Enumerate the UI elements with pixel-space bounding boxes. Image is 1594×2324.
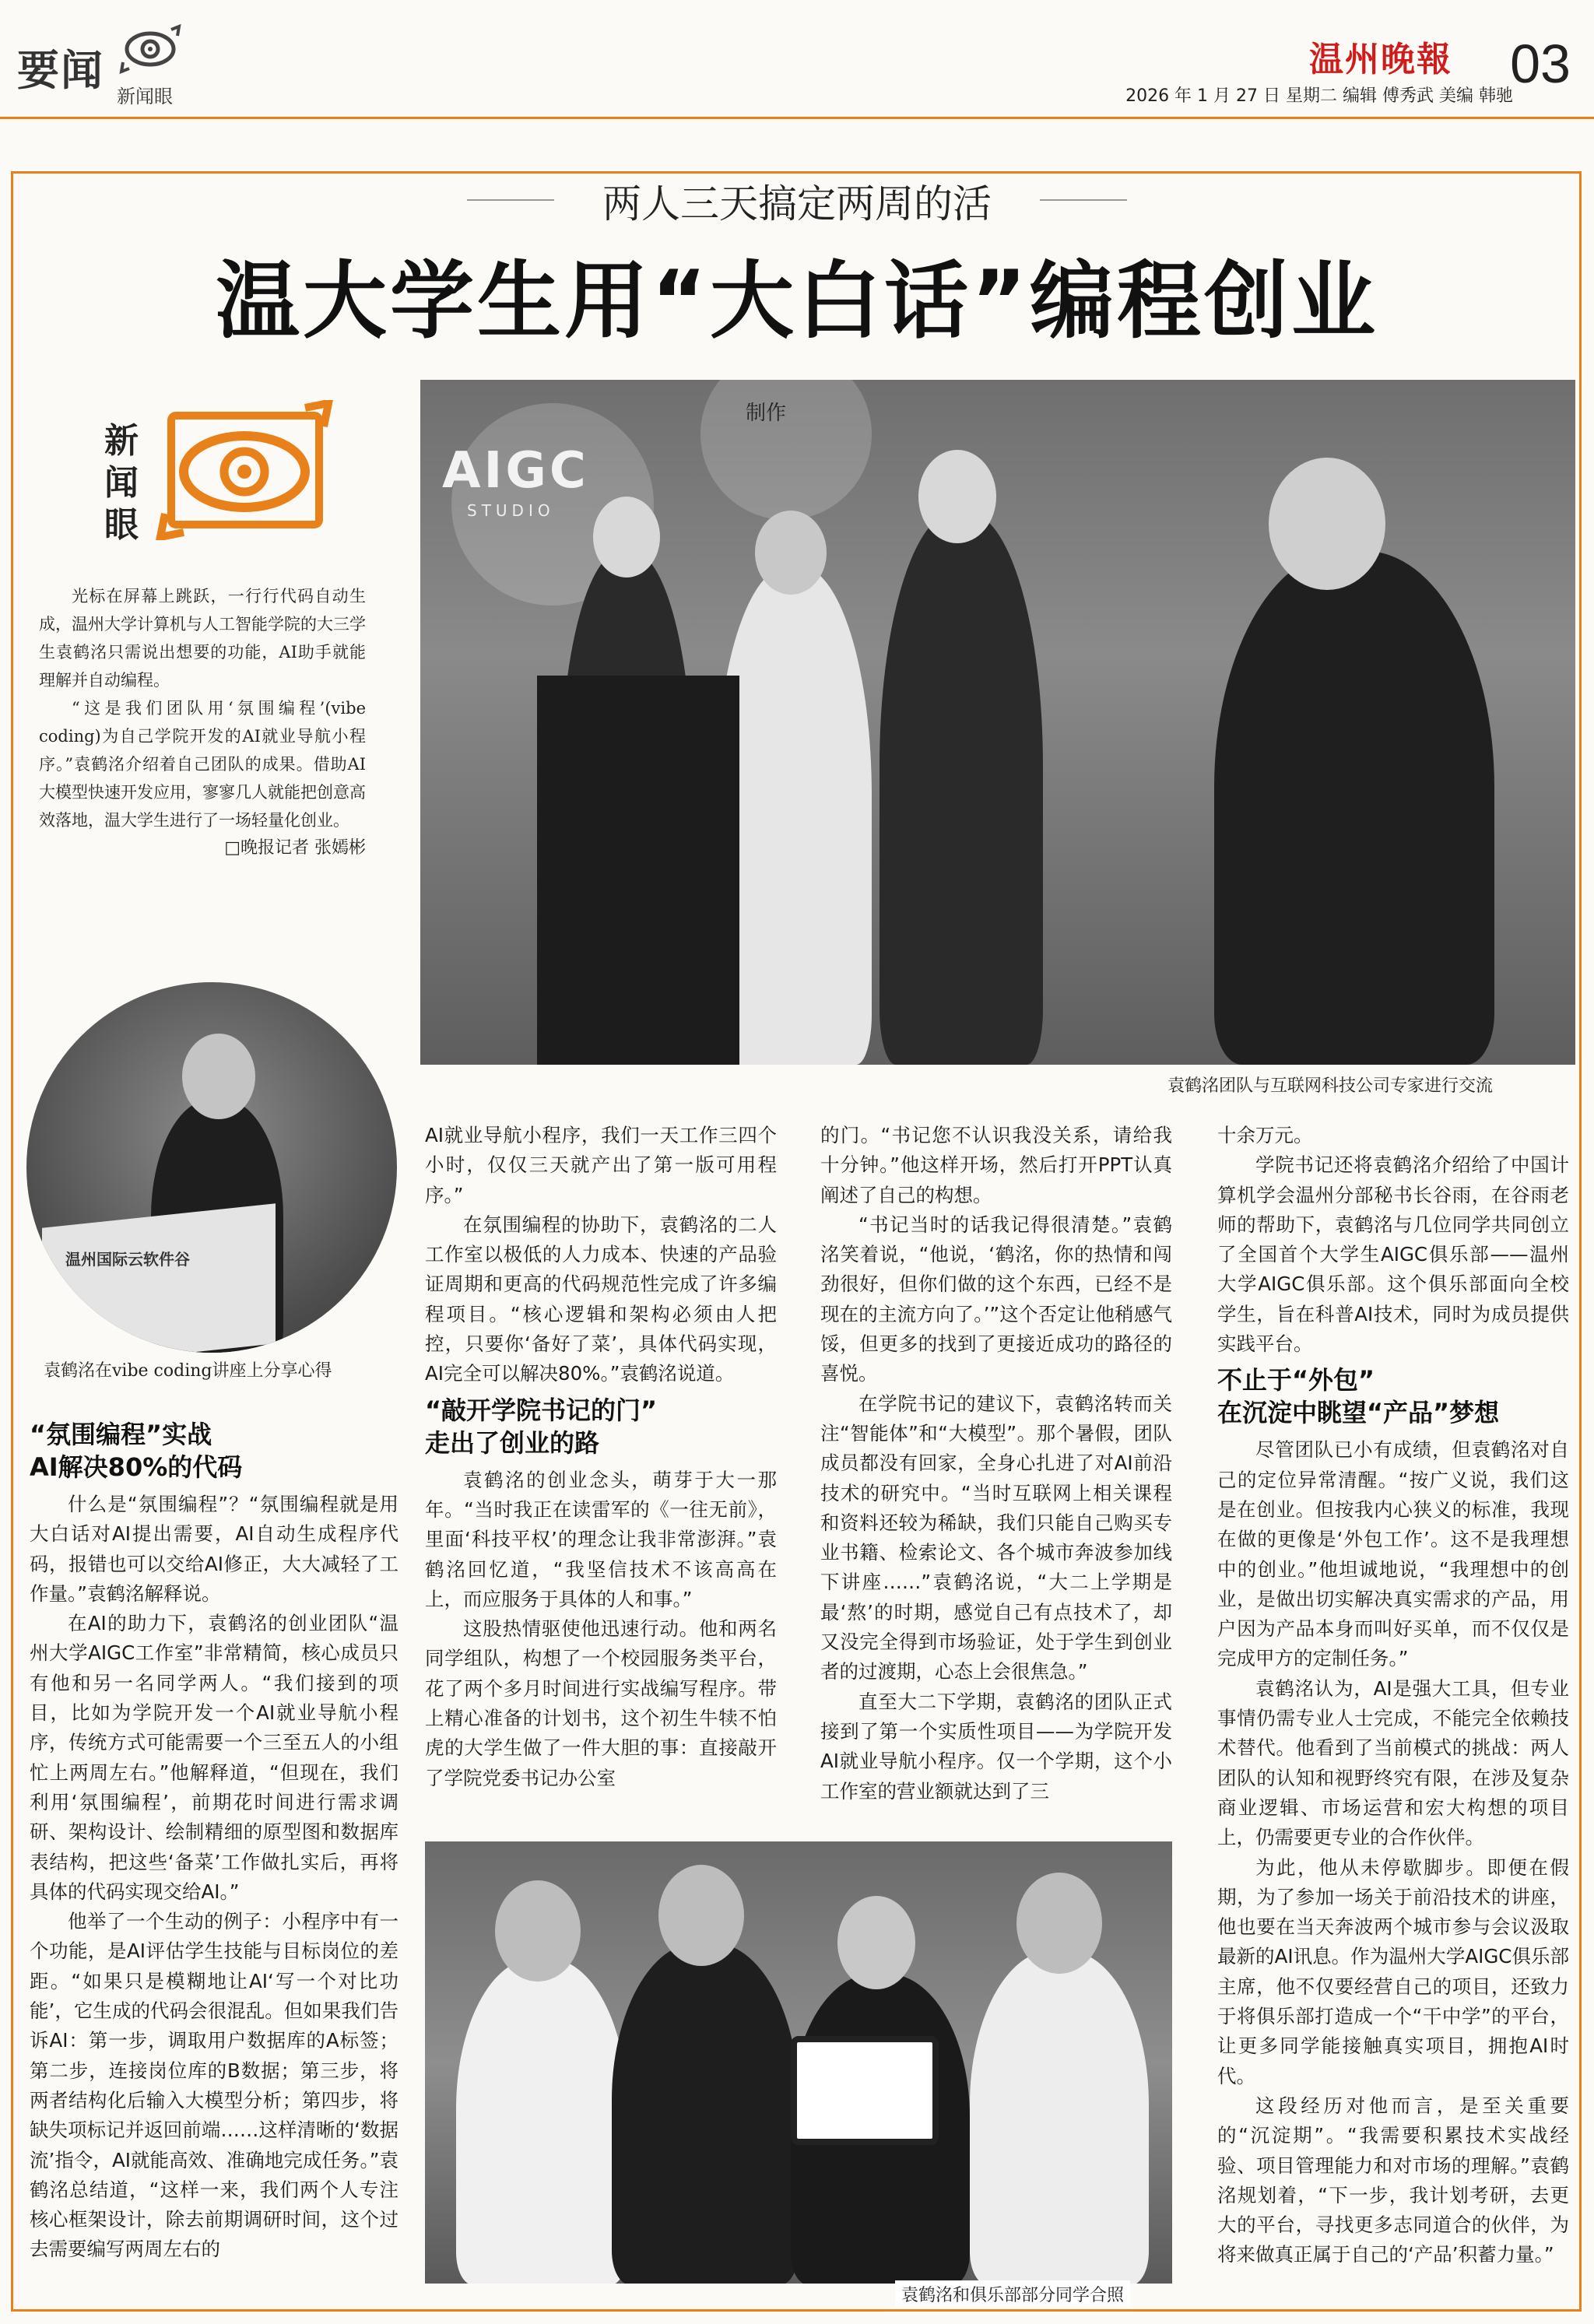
section-sub-label: 新闻眼 bbox=[117, 86, 173, 107]
logo-char: 新 bbox=[104, 421, 139, 461]
club-group-photo bbox=[425, 1841, 1172, 2284]
body-paragraph: 学院书记还将袁鹤洺介绍给了中国计算机学会温州分部秘书长谷雨，在谷雨老师的帮助下，袁鹤洺与几位同学共同创立了全国首个大学生AIGC俱乐部——温州大学AIGC俱乐部。这个俱乐部面向全校学生，旨在科普AI技术，同时为成员提供实践平台。 bbox=[1217, 1153, 1569, 1356]
masthead-rule bbox=[0, 117, 1594, 119]
body-paragraph: AI就业导航小程序，我们一天工作三四个小时，仅仅三天就产出了第一版可用程序。” bbox=[425, 1124, 777, 1206]
byline: □晚报记者 张嫣彬 bbox=[224, 838, 366, 858]
logo-char: 闻 bbox=[104, 463, 139, 503]
dateline: 2026 年 1 月 27 日 星期二 编辑 傅秀武 美编 韩驰 bbox=[1125, 86, 1513, 106]
article-column-4 bbox=[1217, 1121, 1569, 2270]
article-kicker: 两人三天搞定两周的活 bbox=[602, 181, 992, 226]
body-paragraph: 在AI的助力下，袁鹤洺的创业团队“温州大学AIGC工作室”非常精简，核心成员只有他和另一名同学两人。“我们接到的项目，比如为学院开发一个AI就业导航小程序，传统方式可能需要一个三至五人的小组忙上两周左右。”他解释道，“但现在，我们利用‘氛围编程’，前期花时间进行需求调研、架构设计、绘制精细的原型图和数据库表结构，把这些‘备菜’工作做扎实后，再将具体的代码实现交给AI。” bbox=[30, 1612, 398, 1903]
subheading-line: 在沉淀中眺望“产品”梦想 bbox=[1217, 1398, 1500, 1428]
studio-label: STUDIO bbox=[467, 501, 555, 520]
article-column-3 bbox=[820, 1121, 1172, 1806]
body-paragraph: 这股热情驱使他迅速行动。他和两名同学组队，构想了一个校园服务类平台，花了两个多月时间进行实战编写程序。带上精心准备的计划书，这个初生牛犊不怕虎的大学生做了一件大胆的事：直接敲开了学院党委书记办公室 bbox=[425, 1617, 777, 1789]
team-exchange-photo bbox=[420, 380, 1575, 1065]
article-intro bbox=[39, 582, 366, 862]
subheading-line: “氛围编程”实战 bbox=[30, 1420, 212, 1449]
newspaper-name: 温州晚報 bbox=[1309, 40, 1452, 79]
body-paragraph: 他举了一个生动的例子：小程序中有一个功能，是AI评估学生技能与目标岗位的差距。“如果只是模糊地让AI‘写一个对比功能’，它生成的代码会很混乱。但如果我们告诉AI：第一步，调取用户数据库的A标签；第二步，连接岗位库的B数据；第三步，将两者结构化后输入大模型分析；第四步，将缺失项标记并返回前端……这样清晰的‘数据流’指令，AI就能高效、准确地完成任务。”袁鹤洺总结道，“这样一来，我们两个人专注核心框架设计，除去前期调研时间，这个过去需要编写两周左右的 bbox=[30, 1910, 398, 2261]
subheading bbox=[1217, 1364, 1569, 1429]
column-logo-text bbox=[104, 420, 151, 546]
body-paragraph: 袁鹤洺认为，AI是强大工具，但专业事情仍需专业人士完成，不能完全依赖技术替代。他看到了当前模式的挑战：两人团队的认知和视野终究有限，在涉及复杂商业逻辑、市场运营和宏大构想的项目上，仍需要更专业的合作伙伴。 bbox=[1217, 1676, 1569, 1849]
body-paragraph: “书记当时的话我记得很清楚。”袁鹤洺笑着说，“他说，‘鹤洺，你的热情和闯劲很好，但你们做的这个东西，已经不是现在的主流方向了。’”这个否定让他稍感气馁，但更多的找到了更接近成功的路径的喜悦。 bbox=[820, 1213, 1172, 1385]
aigc-studio-logo: AIGC bbox=[442, 442, 589, 500]
subheading-line: AI解决80%的代码 bbox=[30, 1452, 243, 1482]
body-paragraph: 直至大二下学期，袁鹤洺的团队正式接到了第一个实质性项目——为学院开发AI就业导航小程序。仅一个学期，这个小工作室的营业额就达到了三 bbox=[820, 1690, 1172, 1803]
section-label: 要闻 bbox=[17, 45, 104, 95]
photo2-caption: 袁鹤洺和俱乐部部分同学合照 bbox=[895, 2280, 1130, 2308]
page-number: 03 bbox=[1510, 33, 1571, 94]
logo-char: 眼 bbox=[104, 505, 139, 545]
body-paragraph: 为此，他从未停歇脚步。即便在假期，为了参加一场关于前沿技术的讲座，他也要在当天奔波两个城市参与会议汲取最新的AI讯息。作为温州大学AIGC俱乐部主席，他不仅要经营自己的项目，还致力于将俱乐部打造成一个“干中学”的平台，让更多同学能接触真实项目，拥抱AI时代。 bbox=[1217, 1855, 1569, 2087]
body-paragraph: 尽管团队已小有成绩，但袁鹤洺对自己的定位异常清醒。“按广义说，我们这是在创业。但按我内心狭义的标准，我现在做的更像是‘外包工作’。这不是我理想中的创业。”他坦诚地说，“我理想中的创业，是做出切实解决真实需求的产品，用户因为产品本身而叫好买单，而不仅仅是完成甲方的定制任务。” bbox=[1217, 1438, 1569, 1670]
subheading bbox=[30, 1418, 398, 1483]
wall-word: 制作 bbox=[746, 402, 787, 425]
body-paragraph: 十余万元。 bbox=[1217, 1124, 1313, 1146]
news-eye-icon bbox=[117, 23, 184, 75]
intro-paragraph: 光标在屏幕上跳跃，一行行代码自动生成，温州大学计算机与人工智能学院的大三学生袁鹤洺只需说出想要的功能，AI助手就能理解并自动编程。 bbox=[39, 587, 366, 690]
speaker-photo bbox=[26, 982, 397, 1353]
article-column-1 bbox=[30, 1413, 398, 2265]
podium-logo: 温州国际云软件谷 bbox=[65, 1250, 190, 1269]
body-paragraph: 这段经历对他而言，是至关重要的“沉淀期”。“我需要积累技术实战经验、项目管理能力和对市场的理解。”袁鹤洺规划着，“下一步，我计划考研，去更大的平台，寻找更多志同道合的伙伴，为将来做真正属于自己的‘产品’积蓄力量。” bbox=[1217, 2094, 1569, 2266]
photo1-caption: 袁鹤洺团队与互联网科技公司专家进行交流 bbox=[1167, 1076, 1494, 1096]
subheading bbox=[425, 1394, 777, 1459]
subheading-line: 走出了创业的路 bbox=[425, 1427, 600, 1458]
body-paragraph: 在学院书记的建议下，袁鹤洺转而关注“智能体”和“大模型”。那个暑假，团队成员都没有回家，全身心扎进了对AI前沿技术的研究中。“当时互联网上相关课程和资料还较为稀缺，我们只能自己购买专业书籍、检索论文、各个城市奔波参加线下讲座……”袁鹤洺说，“大二上学期是最‘熬’的时期，感觉自己有点技术了，却又没完全得到市场验证，处于学生到创业者的过渡期，心态上会很焦急。” bbox=[820, 1392, 1172, 1683]
intro-paragraph: “这是我们团队用‘氛围编程’(vibe coding)为自己学院开发的AI就业导航小程序。”袁鹤洺介绍着自己团队的成果。借助AI大模型快速开发应用，寥寥几人就能把创意高效落地，温大学生进行了一场轻量化创业。 bbox=[39, 699, 366, 830]
news-eye-logo-icon bbox=[153, 400, 339, 540]
body-paragraph: 袁鹤洺的创业念头，萌芽于大一那年。“当时我正在读雷军的《一往无前》，里面‘科技平权’的理念让我非常澎湃。”袁鹤洺回忆道，“我坚信技术不该高高在上，而应服务于具体的人和事。” bbox=[425, 1468, 777, 1610]
body-paragraph: 什么是“氛围编程”？“氛围编程就是用大白话对AI提出需要，AI自动生成程序代码，报错也可以交给AI修正，大大减轻了工作量。”袁鹤洺解释说。 bbox=[30, 1493, 398, 1605]
subheading-line: “敲开学院书记的门” bbox=[425, 1395, 658, 1425]
body-paragraph: 在氛围编程的协助下，袁鹤洺的二人工作室以极低的人力成本、快速的产品验证周期和更高的代码规范性完成了许多编程项目。“核心逻辑和架构必须由人把控，只要你‘备好了菜’，具体代码实现，AI完全可以解决80%。”袁鹤洺说道。 bbox=[425, 1213, 777, 1385]
article-headline: 温大学生用“大白话”编程创业 bbox=[216, 253, 1378, 350]
circle-photo-caption: 袁鹤洺在vibe coding讲座上分享心得 bbox=[44, 1361, 332, 1381]
article-column-2 bbox=[425, 1121, 777, 1793]
body-paragraph: 的门。“书记您不认识我没关系，请给我十分钟。”他这样开场，然后打开PPT认真阐述了自己的构想。 bbox=[820, 1124, 1172, 1206]
subheading-line: 不止于“外包” bbox=[1217, 1365, 1375, 1395]
